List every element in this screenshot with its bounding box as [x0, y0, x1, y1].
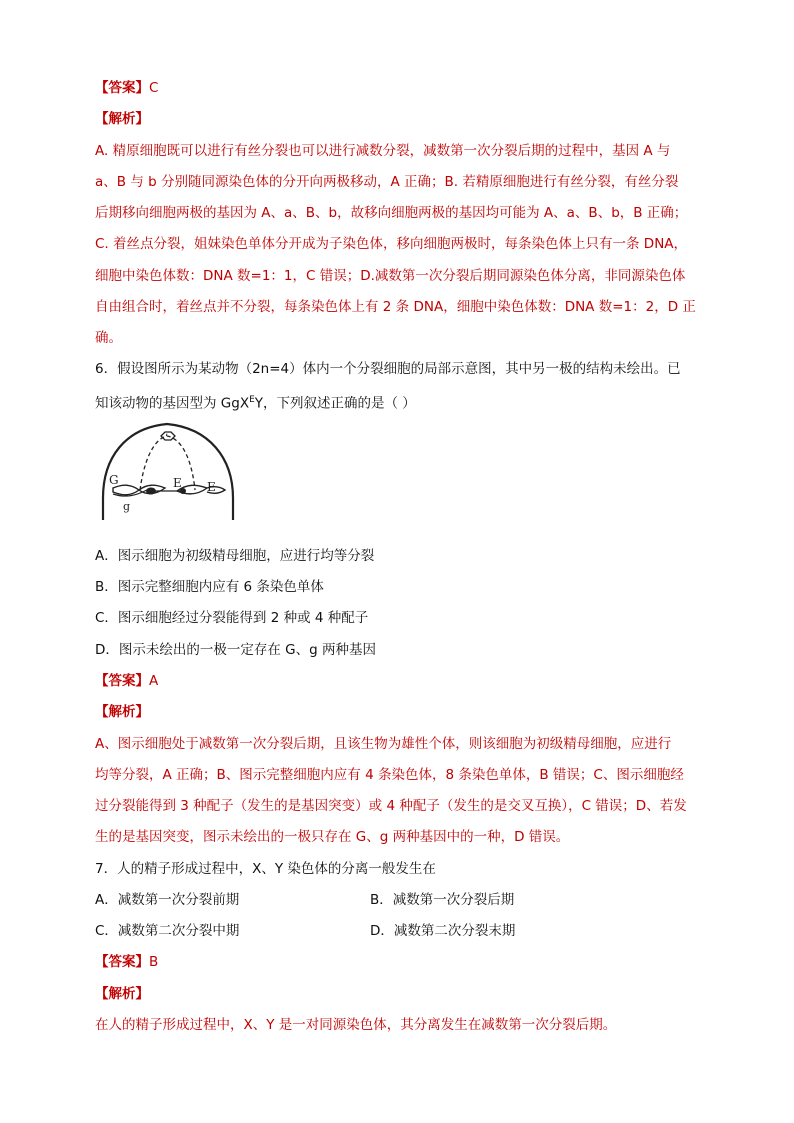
q6-stem-line1: 6．假设图所示为某动物（2n=4）体内一个分裂细胞的局部示意图，其中另一极的结构未绘出。已 — [95, 361, 681, 377]
q7-option-b: B．减数第一次分裂后期 — [370, 892, 515, 908]
q7-stem: 7．人的精子形成过程中，X、Y 染色体的分离一般发生在 — [95, 861, 436, 877]
q7-option-d: D．减数第二次分裂末期 — [370, 923, 516, 939]
q7-analysis-line: 在人的精子形成过程中，X、Y 是一对同源染色体，其分离发生在减数第一次分裂后期。 — [95, 1017, 617, 1033]
q6-analysis-line: A、图示细胞处于减数第一次分裂后期，且该生物为雄性个体，则该细胞为初级精母细胞，应进行 — [95, 736, 672, 752]
q6-option-d: D．图示未绘出的一极一定存在 G、g 两种基因 — [95, 642, 377, 658]
gene-label-E-right: E — [207, 480, 216, 494]
q5-analysis-line: A. 精原细胞既可以进行有丝分裂也可以进行减数分裂，减数第一次分裂后期的过程中，基因 A 与 — [95, 143, 671, 159]
q6-analysis-line: 过分裂能得到 3 种配子（发生的是基因突变）或 4 种配子（发生的是交叉互换），C 错误；D、若发 — [95, 798, 687, 814]
q5-analysis-line: a、B 与 b 分别随同源染色体的分开向两极移动，A 正确；B. 若精原细胞进行有丝分裂，有丝分裂 — [95, 174, 679, 190]
q6-stem-line2: 知该动物的基因型为 GgX$^E$Y，下列叙述正确的是（ ） — [95, 395, 416, 412]
q5-analysis-line: 细胞中染色体数：DNA 数=1：1，C 错误；D.减数第一次分裂后期同源染色体分离，非同源染色体 — [95, 268, 686, 284]
q6-option-a: A．图示细胞为初级精母细胞，应进行均等分裂 — [95, 548, 375, 564]
q7-answer: 【答案】B — [95, 954, 159, 970]
q5-analysis-line: 自由组合时，着丝点并不分裂，每条染色体上有 2 条 DNA，细胞中染色体数：DNA 数=1：2，D 正 — [95, 299, 696, 315]
q6-analysis-line: 均等分裂，A 正确；B、图示完整细胞内应有 4 条染色体，8 条染色单体，B 错误；C、图示细胞经 — [95, 767, 684, 783]
q5-analysis-line: 确。 — [95, 330, 122, 346]
q7-option-a: A．减数第一次分裂前期 — [95, 892, 240, 908]
q6-option-c: C．图示细胞经过分裂能得到 2 种或 4 种配子 — [95, 610, 369, 626]
spindle-fiber — [140, 436, 195, 490]
q5-analysis-line: 后期移向细胞两极的基因为 A、a、B、b，故移向细胞两极的基因均可能为 A、a、B、b，B 正确； — [95, 205, 688, 221]
q6-analysis-tag: 【解析】 — [95, 704, 149, 720]
q7-options-row1 — [95, 890, 515, 910]
q6-option-b: B．图示完整细胞内应有 6 条染色单体 — [95, 579, 324, 595]
chromosome-right — [177, 485, 225, 494]
q7-options-row2 — [95, 921, 516, 941]
q5-answer: 【答案】C — [95, 80, 159, 96]
cell-division-figure — [95, 398, 245, 530]
q5-analysis-line: C. 着丝点分裂，姐妹染色单体分开成为子染色体，移向细胞两极时，每条染色体上只有一条 DNA， — [95, 236, 688, 252]
gene-label-g: g — [123, 500, 131, 513]
gene-label-E-left: E — [173, 476, 182, 490]
q5-analysis-tag: 【解析】 — [95, 111, 149, 127]
centriole-mark: ʼ — [165, 433, 169, 444]
q6-answer: 【答案】A — [95, 673, 159, 689]
q7-option-c: C．减数第二次分裂中期 — [95, 923, 240, 939]
gene-label-G: G — [109, 473, 119, 487]
q7-analysis-tag: 【解析】 — [95, 986, 149, 1002]
q6-analysis-line: 生的是基因突变，图示未绘出的一极只存在 G、g 两种基因中的一种，D 错误。 — [95, 829, 570, 845]
